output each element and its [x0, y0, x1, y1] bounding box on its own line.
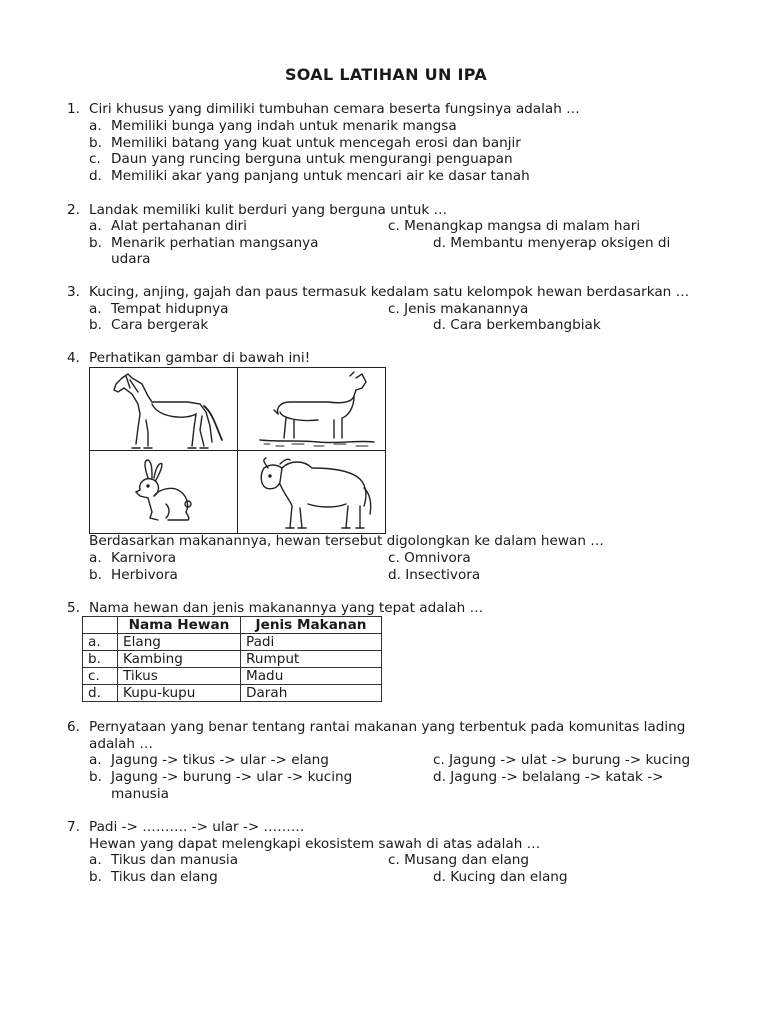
option-c: c. Jenis makanannya — [388, 301, 529, 317]
question-text: Perhatikan gambar di bawah ini! — [89, 350, 311, 366]
option-d: d. Cara berkembangbiak — [433, 317, 601, 333]
option-letter: a. — [89, 752, 102, 768]
option-b: Memiliki batang yang kuat untuk mencegah erosi dan banjir — [111, 135, 521, 151]
goat-picture — [258, 370, 376, 450]
table-cell: Madu — [241, 668, 382, 685]
option-b: Herbivora — [111, 567, 178, 583]
option-letter: a. — [89, 550, 102, 566]
option-letter: d. — [89, 168, 102, 184]
horse-picture — [108, 370, 226, 450]
table-cell: Tikus — [118, 668, 241, 685]
option-d-continued: manusia — [111, 786, 169, 802]
option-letter: a. — [89, 118, 102, 134]
option-a: Jagung -> tikus -> ular -> elang — [111, 752, 329, 768]
option-b: Cara bergerak — [111, 317, 209, 333]
option-letter: b. — [89, 769, 102, 785]
table-row — [83, 651, 382, 668]
option-d-continued: udara — [111, 251, 151, 267]
table-cell: c. — [83, 668, 118, 685]
option-d: d. Kucing dan elang — [433, 869, 568, 885]
question-text: Landak memiliki kulit berduri yang berguna untuk … — [89, 202, 448, 218]
option-d: d. Jagung -> belalang -> katak -> — [433, 769, 664, 785]
option-c: c. Omnivora — [388, 550, 471, 566]
option-a: Memiliki bunga yang indah untuk menarik mangsa — [111, 118, 457, 134]
question-number: 5. — [67, 600, 80, 616]
animal-picture-grid — [89, 367, 386, 534]
question-number: 4. — [67, 350, 80, 366]
option-letter: b. — [89, 235, 102, 251]
question-text: Ciri khusus yang dimiliki tumbuhan cemara beserta fungsinya adalah … — [89, 101, 580, 117]
option-d: d. Membantu menyerap oksigen di — [433, 235, 671, 251]
table-header-cell: Jenis Makanan — [241, 617, 382, 634]
question-number: 2. — [67, 202, 80, 218]
table-row — [83, 685, 382, 702]
option-letter: a. — [89, 218, 102, 234]
table-row — [83, 668, 382, 685]
question-text-2: Berdasarkan makanannya, hewan tersebut digolongkan ke dalam hewan … — [89, 533, 604, 549]
option-c: c. Jagung -> ulat -> burung -> kucing — [433, 752, 691, 768]
option-c: c. Musang dan elang — [388, 852, 530, 868]
question-text: Padi -> ………. -> ular -> ……… — [89, 819, 305, 835]
option-b: Menarik perhatian mangsanya — [111, 235, 319, 251]
option-d: d. Insectivora — [388, 567, 481, 583]
table-header-cell — [83, 617, 118, 634]
answer-table — [82, 616, 382, 702]
option-letter: c. — [89, 151, 101, 167]
table-cell: Kupu-kupu — [118, 685, 241, 702]
question-text: Pernyataan yang benar tentang rantai makanan yang terbentuk pada komunitas lading — [89, 719, 686, 735]
table-cell: Elang — [118, 634, 241, 651]
question-number: 7. — [67, 819, 80, 835]
table-header-row — [83, 617, 382, 634]
question-number: 6. — [67, 719, 80, 735]
table-cell: b. — [83, 651, 118, 668]
option-a: Tempat hidupnya — [111, 301, 229, 317]
option-b: Jagung -> burung -> ular -> kucing — [111, 769, 353, 785]
question-text: Nama hewan dan jenis makanannya yang tepat adalah … — [89, 600, 484, 616]
table-cell: Padi — [241, 634, 382, 651]
option-c: c. Menangkap mangsa di malam hari — [388, 218, 641, 234]
question-text: Kucing, anjing, gajah dan paus termasuk kedalam satu kelompok hewan berdasarkan … — [89, 284, 690, 300]
cow-picture — [250, 454, 380, 532]
option-a: Karnivora — [111, 550, 177, 566]
option-letter: b. — [89, 567, 102, 583]
table-cell: Darah — [241, 685, 382, 702]
option-b: Tikus dan elang — [111, 869, 218, 885]
table-row — [83, 634, 382, 651]
table-cell: a. — [83, 634, 118, 651]
option-letter: b. — [89, 135, 102, 151]
table-cell: d. — [83, 685, 118, 702]
question-number: 3. — [67, 284, 80, 300]
option-a: Tikus dan manusia — [111, 852, 239, 868]
question-number: 1. — [67, 101, 80, 117]
option-a: Alat pertahanan diri — [111, 218, 247, 234]
table-cell: Rumput — [241, 651, 382, 668]
option-c: Daun yang runcing berguna untuk mengurangi penguapan — [111, 151, 513, 167]
option-letter: a. — [89, 301, 102, 317]
grid-divider — [90, 450, 385, 451]
rabbit-picture — [110, 456, 230, 530]
option-letter: a. — [89, 852, 102, 868]
option-letter: b. — [89, 317, 102, 333]
option-letter: b. — [89, 869, 102, 885]
page-title: SOAL LATIHAN UN IPA — [284, 65, 488, 84]
option-d: Memiliki akar yang panjang untuk mencari air ke dasar tanah — [111, 168, 530, 184]
table-header-cell: Nama Hewan — [118, 617, 241, 634]
question-text-continued: adalah … — [89, 736, 153, 752]
table-cell: Kambing — [118, 651, 241, 668]
question-text-2: Hewan yang dapat melengkapi ekosistem sawah di atas adalah … — [89, 836, 541, 852]
